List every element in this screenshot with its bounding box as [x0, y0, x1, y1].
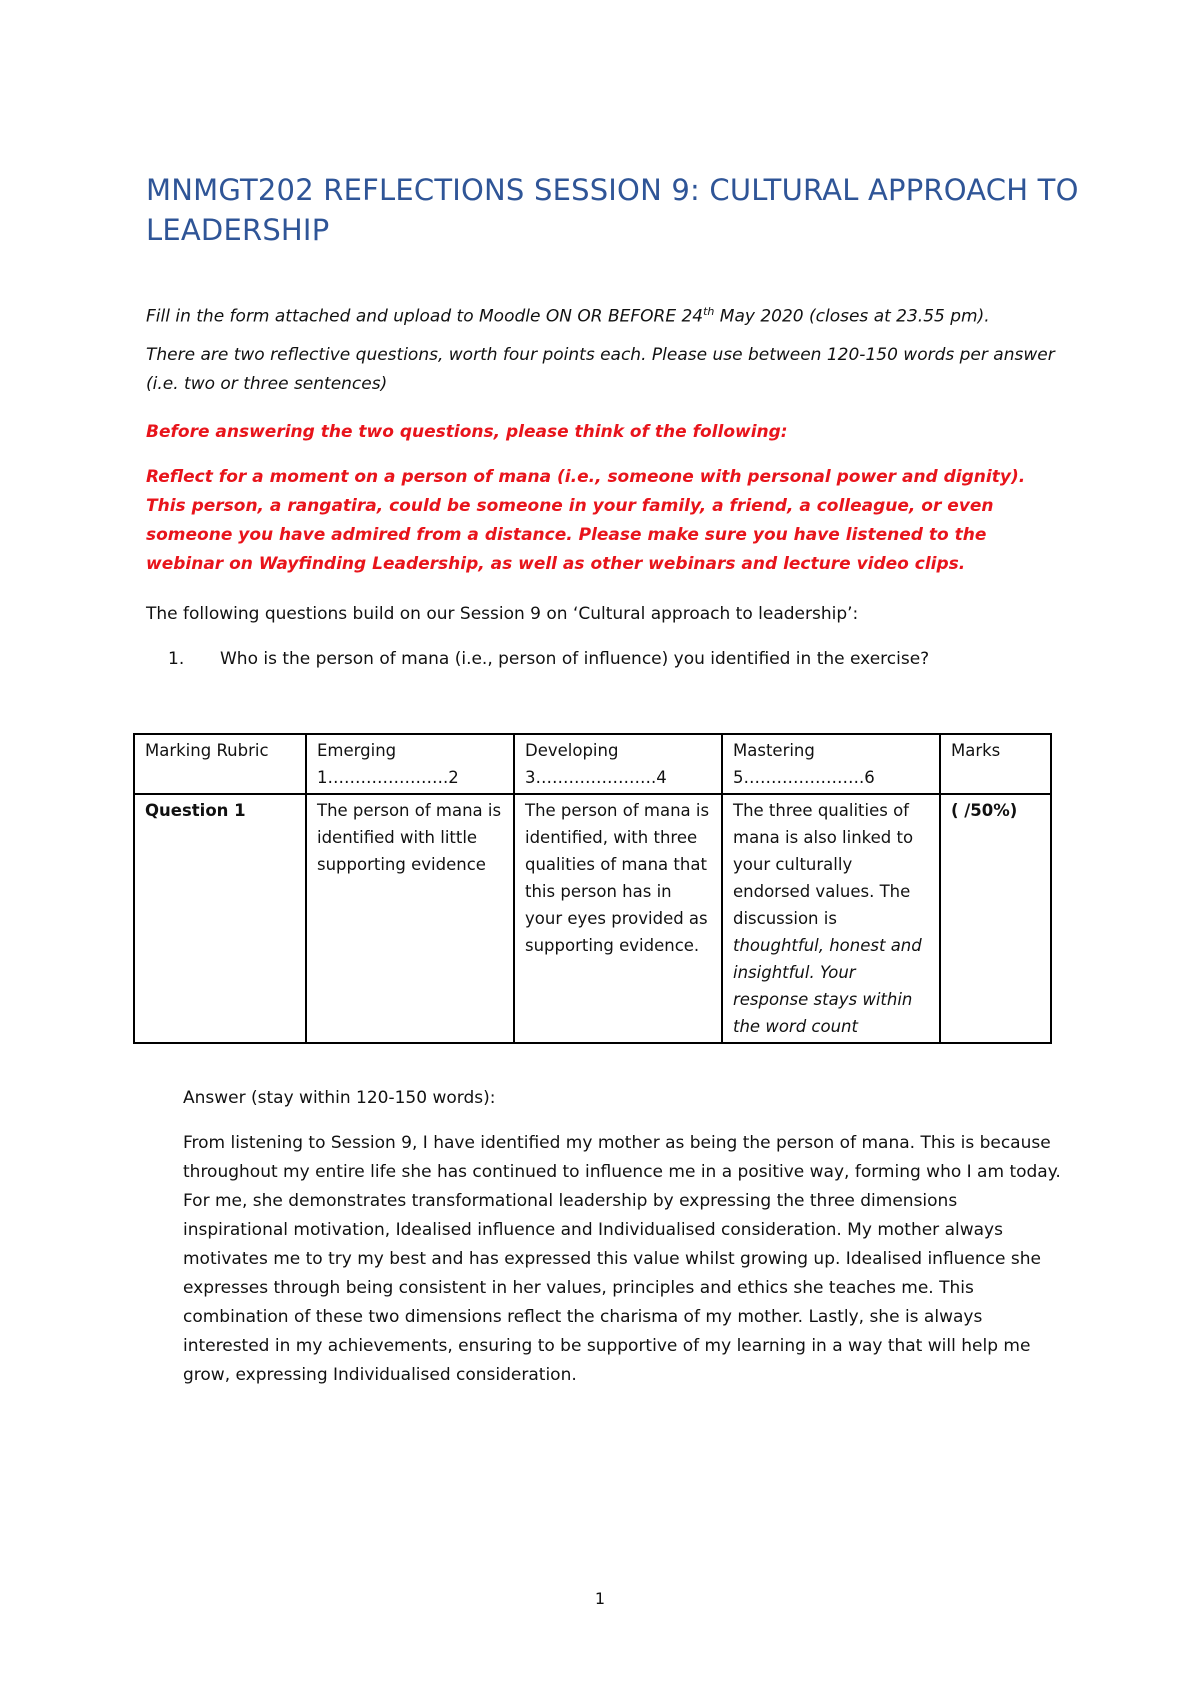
rubric-developing-criteria: The person of mana is identified, with three qualities of mana that this person has in your eyes provided as supporting evidence.: [514, 794, 722, 1043]
rubric-header-cell: [722, 734, 940, 794]
rubric-mastering-criteria: [722, 794, 940, 1043]
document-title: MNMGT202 REFLECTIONS SESSION 9: CULTURAL APPROACH TO LEADERSHIP: [146, 173, 1079, 247]
word-count-instruction: There are two reflective questions, worth four points each. Please use between 120-150 words per answer (i.e. two or three sentences): [146, 345, 1055, 394]
mastering-criteria-emphasis: thoughtful, honest and insightful. Your response stays within the word count: [733, 936, 922, 1036]
answer-text: From listening to Session 9, I have identified my mother as being the person of mana. This is because throughout my entire life she has continued to influence me in a positive way, forming who I am today. For me, she demonstrates transformational leadership by expressing the three dimensions inspirational motivation, Idealised influence and Individualised consideration. My mother always motivates me to try my best and has expressed this value whilst growing up. Idealised influence she expresses through being consistent in her values, principles and ethics she teaches me. This combination of these two dimensions reflect the charisma of my mother. Lastly, she is always interested in my achievements, ensuring to be supportive of my learning in a way that will help me grow, expressing Individualised consideration.: [183, 1133, 1061, 1385]
question-1-text: Who is the person of mana (i.e., person of influence) you identified in the exercise?: [220, 649, 930, 669]
ordinal-suffix: th: [703, 305, 715, 318]
rubric-header-label: Developing: [525, 741, 619, 760]
rubric-row-label: Question 1: [134, 794, 306, 1043]
answer-label: Answer (stay within 120-150 words):: [183, 1088, 496, 1108]
rubric-header-cell: [306, 734, 514, 794]
rubric-header-cell: [514, 734, 722, 794]
upload-instruction-end: May 2020 (closes at 23.55 pm).: [714, 306, 990, 327]
following-questions-text: The following questions build on our Session 9 on ‘Cultural approach to leadership’:: [146, 604, 859, 624]
question-1: [168, 645, 929, 674]
rubric-header-row: [134, 734, 1051, 794]
marking-rubric-table: [133, 733, 1052, 1044]
rubric-header-label: Emerging: [317, 741, 397, 760]
rubric-header-label: Mastering: [733, 741, 815, 760]
upload-instruction: [146, 297, 1066, 332]
before-answering-heading: Before answering the two questions, please think of the following:: [146, 422, 788, 442]
rubric-header-range: 1………………….2: [317, 768, 459, 787]
rubric-header-cell: [940, 734, 1051, 794]
rubric-question-1-row: [134, 794, 1051, 1043]
rubric-header-label: Marks: [951, 741, 1001, 760]
mastering-criteria-text: The three qualities of mana is also linked to your culturally endorsed values. The discussion is: [733, 801, 914, 928]
rubric-header-label: Marking Rubric: [145, 741, 269, 760]
rubric-header-cell: [134, 734, 306, 794]
reflect-paragraph: Reflect for a moment on a person of mana (i.e., someone with personal power and dignity). This person, a rangatira, could be someone in your family, a friend, a colleague, or even someone you have admired from a distance. Please make sure you have listened to the webinar on Wayfinding Leadership, as well as other webinars and lecture video clips.: [146, 467, 1026, 574]
rubric-emerging-criteria: The person of mana is identified with little supporting evidence: [306, 794, 514, 1043]
question-1-number: 1.: [168, 649, 185, 669]
rubric-header-range: 5………………….6: [733, 768, 875, 787]
rubric-marks-value: ( /50%): [940, 794, 1051, 1043]
rubric-header-range: 3………………….4: [525, 768, 667, 787]
page-number: 1: [594, 1589, 606, 1608]
upload-instruction-start: Fill in the form attached and upload to Moodle ON OR BEFORE 24: [146, 306, 704, 327]
